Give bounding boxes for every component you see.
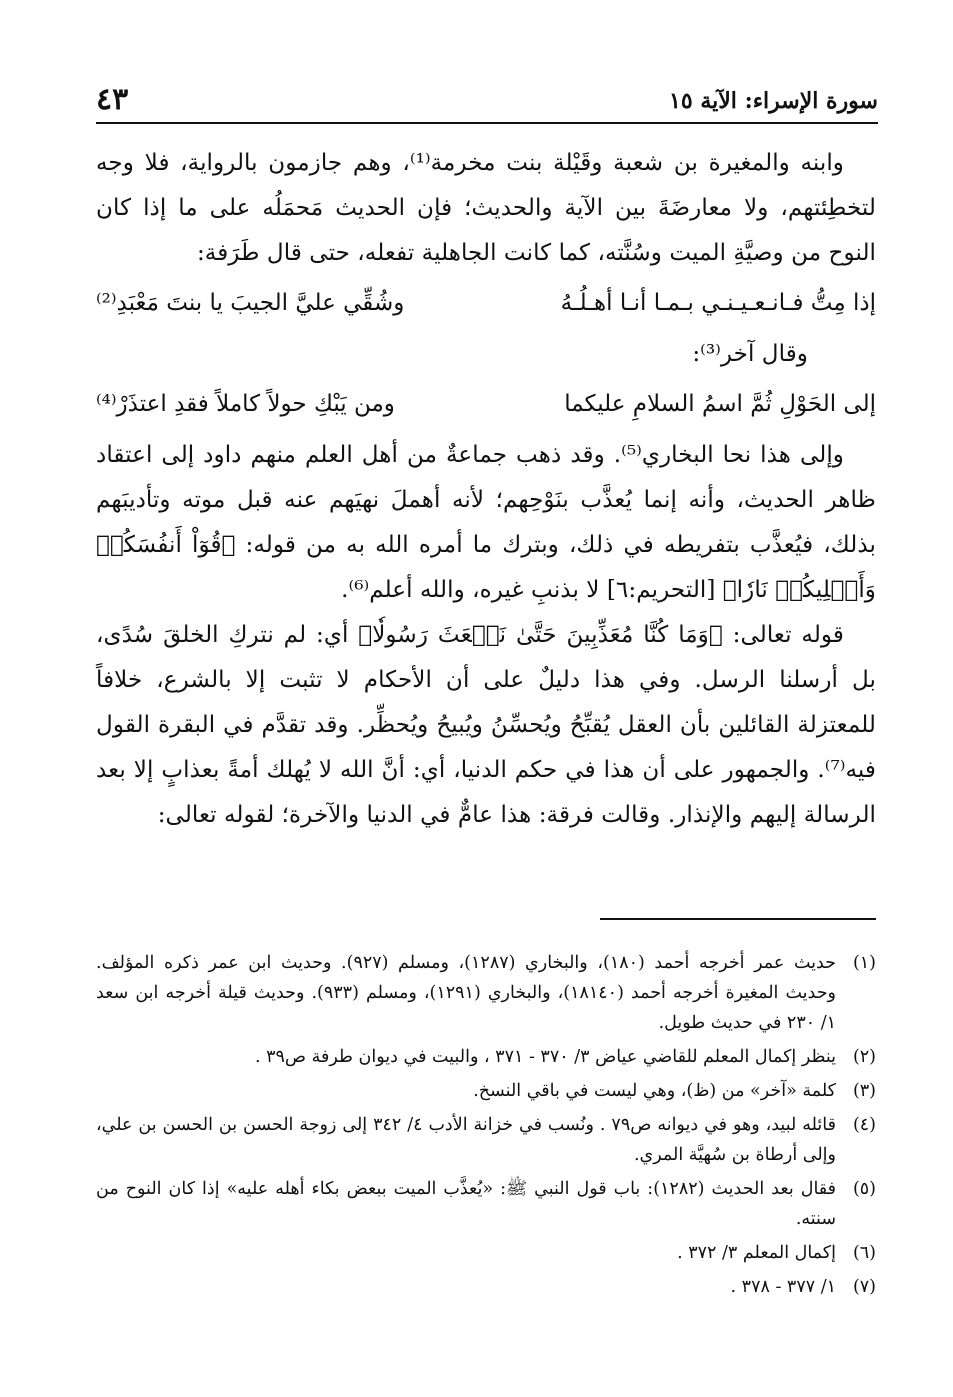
verse-2-second-hemistich: ومن يَبْكِ حولاً كاملاً فقدِ اعتذَرْ⁽⁴⁾ — [96, 391, 395, 417]
footnote-number: (٧) — [852, 1277, 876, 1297]
footnote-number: (٤) — [852, 1115, 876, 1135]
footnote-text: ينظر إكمال المعلم للقاضي عياض ٣/ ٣٧٠ - ٣٧١ ، والبيت في ديوان طرفة ص٣٩ . — [254, 1047, 836, 1067]
footnote-separator — [600, 918, 876, 920]
footnote-number: (١) — [852, 953, 876, 973]
verse-2 — [96, 380, 876, 428]
verse-1 — [96, 279, 876, 327]
footnote — [96, 1272, 876, 1302]
page-header — [96, 82, 878, 124]
footnote-number: (٥) — [852, 1179, 876, 1199]
running-title: سورة الإسراء: الآية ١٥ — [669, 88, 878, 114]
footnote — [96, 948, 876, 1038]
footnote-text: كلمة «آخر» من (ظ)، وهي ليست في باقي النسخ. — [473, 1081, 836, 1101]
footnote — [96, 1042, 876, 1072]
paragraph-3: قوله تعالى: ﴿وَمَا كُنَّا مُعَذِّبِينَ حَتَّىٰ نَبۡعَثَ رَسُولٗا﴾ أي: لم نتركِ الخلقَ سُدًى، بل أرسلنا الرسل. وفي هذا دليلٌ على أن الأحكام لا تثبت إلا بالشرع، خلافاً للمعتزلة القائلين بأن العقل يُقبِّحُ ويُحسِّنُ ويُبيحُ ويُحظِّر. وقد تقدَّم في البقرة القول فيه⁽⁷⁾. والجمهور على أن هذا في حكم الدنيا، أي: أنَّ الله لا يُهلك أمةً بعذابٍ إلا بعد الرسالة إليهم والإنذار. وقالت فرقة: هذا عامٌّ في الدنيا والآخرة؛ لقوله تعالى: — [96, 621, 876, 828]
verse-1-second-hemistich: وشُقِّي عليَّ الجيبَ يا بنتَ مَعْبَدِ⁽²⁾ — [96, 290, 405, 316]
paragraph-1: وابنه والمغيرة بن شعبة وقَيْلة بنت مخرمة⁽¹⁾، وهم جازمون بالرواية، فلا وجه لتخطِئتهم، ولا معارضَةَ بين الآية والحديث؛ فإن الحديث مَحمَلُه على ما إذا كان النوح من وصيَّةِ الميت وسُنَّته، كما كانت الجاهلية تفعله، حتى قال طَرَفة: — [96, 149, 876, 266]
footnote-text: فقال بعد الحديث (١٢٨٢): باب قول النبي ﷺ: «يُعذَّب الميت ببعض بكاء أهله عليه» إذا كان النوح من سنته. — [96, 1179, 836, 1229]
footnote-text: ١/ ٣٧٧ - ٣٧٨ . — [730, 1277, 836, 1297]
main-text — [96, 140, 876, 837]
footnotes — [96, 948, 876, 1306]
verse-1-first-hemistich: إذا مِتُّ فـانـعـيـنـي بـمـا أنـا أهـلُـهُ — [560, 290, 876, 316]
footnote — [96, 1110, 876, 1170]
footnote-text: إكمال المعلم ٣/ ٣٧٢ . — [677, 1243, 836, 1263]
verse-2-first-hemistich: إلى الحَوْلِ ثُمَّ اسمُ السلامِ عليكما — [564, 391, 876, 417]
page-number: ٤٣ — [96, 82, 129, 117]
footnote-number: (٦) — [852, 1243, 876, 1263]
verse-2-intro: وقال آخر⁽³⁾: — [692, 340, 808, 367]
footnote-text: قائله لبيد، وهو في ديوانه ص٧٩ . ونُسب في خزانة الأدب ٤/ ٣٤٢ إلى زوجة الحسن بن الحسن بن علي، وإلى أرطاة بن سُهيَّة المري. — [96, 1115, 836, 1165]
footnote — [96, 1174, 876, 1234]
footnote-text: حديث عمر أخرجه أحمد (١٨٠)، والبخاري (١٢٨٧)، ومسلم (٩٢٧). وحديث ابن عمر ذكره المؤلف. وحديث المغيرة أخرجه أحمد (١٨١٤٠)، والبخاري (١٢٩١)، ومسلم (٩٣٣). وحديث قيلة أخرجه ابن سعد ١/ ٢٣٠ في حديث طويل. — [96, 953, 836, 1033]
footnote-number: (٢) — [852, 1047, 876, 1067]
footnote — [96, 1076, 876, 1106]
footnote-number: (٣) — [852, 1081, 876, 1101]
footnote — [96, 1238, 876, 1268]
paragraph-2: وإلى هذا نحا البخاري⁽⁵⁾. وقد ذهب جماعةٌ من أهل العلم منهم داود إلى اعتقاد ظاهر الحديث، وأنه إنما يُعذَّب بنَوْحِهم؛ لأنه أهملَ نهيَهم عنه قبل موته وتأديبَهم بذلك، فيُعذَّب بتفريطه في ذلك، وبترك ما أمره الله به من قوله: ﴿قُوٓاْ أَنفُسَكُمۡ وَأَهۡلِيكُمۡ نَارٗا﴾ [التحريم:٦] لا بذنبِ غيره، والله أعلم⁽⁶⁾. — [96, 441, 876, 603]
